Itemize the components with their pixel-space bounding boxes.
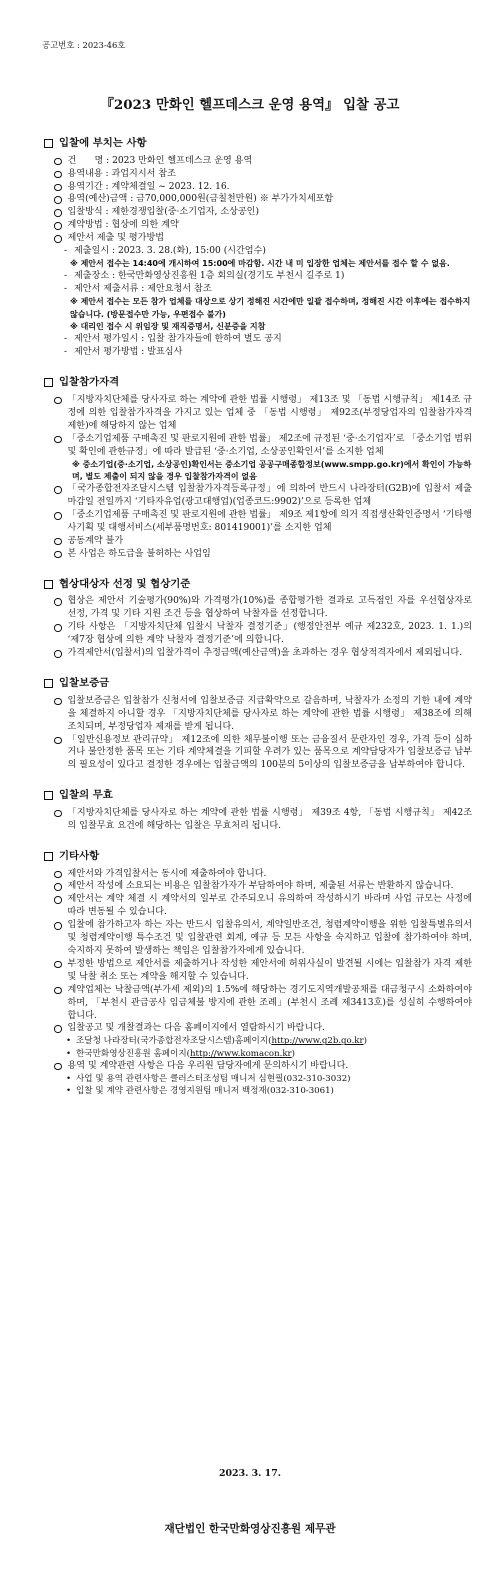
circle-bullet-icon <box>54 538 62 546</box>
list-item: 건 명 : 2023 만화인 헬프데스크 운영 용역 <box>44 155 472 168</box>
circle-bullet-icon <box>54 650 62 658</box>
list-item: 「중소기업제품 구매촉진 및 판로지원에 관한 법률」 제2조에 규정된 ‘중·소기업자’로 「중소기업 범위 및 확인에 관한규정」에 따라 발급된 ‘중·소기업, 소상공인확인서’를 소지한 업체 <box>44 433 472 459</box>
list-item: 공동계약 불가 <box>44 535 472 548</box>
circle-bullet-icon <box>54 551 62 559</box>
square-bullet-icon <box>44 139 53 148</box>
list-item: 입찰공고 및 개찰결과는 다음 홈페이지에서 열람하시기 바랍니다. <box>44 1022 472 1035</box>
list-item: 「지방자치단체를 당사자로 하는 계약에 관한 법률 시행령」 제13조 및 「동법 시행규칙」 제14조 규정에 의한 입찰참가자격을 가지고 있는 업체 중 「동법 시행령」 제92조(부정당업자의 입찰참가자격제한)에 해당하지 않는 업체 <box>44 394 472 433</box>
sub-item: - 제출일시 : 2023. 3. 28.(화), 15:00 (시간엄수) <box>64 246 266 257</box>
list-item: 입찰방식 : 제한경쟁입찰(중·소기업자, 소상공인) <box>44 206 472 219</box>
sub-item: - 제안서 제출서류 : 제안요청서 참조 <box>64 284 212 295</box>
section-qualification <box>44 375 472 561</box>
circle-bullet-icon <box>54 196 62 204</box>
circle-bullet-icon <box>54 184 62 192</box>
list-item: 제안서 작성에 소요되는 비용은 입찰참가자가 부담하여야 하며, 제출된 서류는 반환하지 않습니다. <box>44 880 472 893</box>
list-item: 제안서와 가격입찰서는 동시에 제출하여야 합니다. <box>44 868 472 881</box>
circle-bullet-icon <box>54 810 62 818</box>
circle-bullet-icon <box>54 961 62 969</box>
dot-bullet-icon: • <box>66 1085 72 1096</box>
bullet-item: • 사업 및 용역 관련사항은 클러스터조성팀 매니저 심현필(032-310-3032) <box>66 1073 351 1084</box>
circle-bullet-icon <box>54 486 62 494</box>
sub-item: - 제출장소 : 한국만화영상진흥원 1층 회의실(경기도 부천시 길주로 1) <box>64 271 345 282</box>
section-heading: 입찰에 부치는 사항 <box>44 136 472 151</box>
note: ※ 제안서 접수는 모든 참가 업체를 대상으로 상기 정해진 시간에만 일괄 접수하며, 정해진 시간 이후에는 접수하지 않습니다. (방문접수만 가능, 우편접수 불가) <box>70 297 471 319</box>
circle-bullet-icon <box>54 922 62 930</box>
circle-bullet-icon <box>54 883 62 891</box>
list-item: 「중소기업제품 구매촉진 및 판로지원에 관한 법률」 제9조 제1항에 의거 직접생산확인증명서 ‘기타행사기획 및 대행서비스(세부품명번호: 801419001)’를 소지한 업체 <box>44 509 472 535</box>
circle-bullet-icon <box>54 737 62 745</box>
circle-bullet-icon <box>54 987 62 995</box>
circle-bullet-icon <box>54 1025 62 1033</box>
notice-date: 2023. 3. 17. <box>219 1468 281 1479</box>
circle-bullet-icon <box>54 1063 62 1071</box>
list-item: 제안서 제출 및 평가방법 <box>44 232 472 245</box>
notice-number: 공고번호 : 2023-46호 <box>42 40 126 50</box>
list-item: 용역 및 계약관련 사항은 다음 우리원 담당자에게 문의하시기 바랍니다. <box>44 1060 472 1073</box>
note: ※ 제안서 접수는 14:40에 개시하여 15:00에 마감함. 시간 내 미 입장한 업체는 제안서를 접수 할 수 없음. <box>70 259 450 269</box>
circle-bullet-icon <box>54 436 62 444</box>
list-item: 협상은 제안서 기술평가(90%)와 가격평가(10%)를 종합평가한 결과로 고득점인 자를 우선협상자로 선정, 가격 및 기타 지원 조건 등을 협상하여 낙찰자를 선정합니다. <box>44 595 472 621</box>
square-bullet-icon <box>44 580 53 589</box>
komacon-link[interactable]: http://www.komacon.kr <box>190 1048 292 1059</box>
list-item: 부정한 방법으로 제안서를 제출하거나 작성한 제안서에 허위사실이 발견될 시에는 입찰참가 자격 제한 및 낙찰 취소 또는 계약을 해지할 수 있습니다. <box>44 958 472 984</box>
list-item: 입찰보증금은 입찰참가 신청서에 입찰보증금 지급확약으로 갈음하며, 낙찰자가 소정의 기한 내에 계약을 체결하지 아니할 경우 「지방자치단체를 당사자로 하는 계약에 관한 법률 시행령」 제38조에 의해 조치되며, 부정당업자 제재를 받게 됩니다. <box>44 695 472 734</box>
sub-item: - 제안서 평가일시 : 입찰 참가자들에 한하여 별도 공지 <box>64 334 282 345</box>
bullet-item: • 조달청 나라장터(국가종합전자조달시스템)홈페이지(http://www.g2b.go.kr) <box>66 1036 367 1047</box>
issuer-name: 재단법인 한국만화영상진흥원 제무관 <box>164 1523 336 1535</box>
square-bullet-icon <box>44 852 53 861</box>
notice-body <box>44 136 472 1097</box>
list-item: 제안서는 계약 체결 시 계약서의 일부로 간주되오니 유의하여 작성하시기 바라며 사업 규모는 사정에 따라 변동될 수 있습니다. <box>44 893 472 919</box>
circle-bullet-icon <box>54 698 62 706</box>
sub-item: - 제안서 평가방법 : 발표심사 <box>64 347 183 358</box>
section-heading: 입찰참가자격 <box>44 375 472 390</box>
square-bullet-icon <box>44 679 53 688</box>
section-invalidity <box>44 788 472 833</box>
section-heading: 협상대상자 선정 및 협상기준 <box>44 577 472 592</box>
bullet-item: • 입찰 및 계약 관련사항은 경영지원팀 매니저 백정재(032-310-3061) <box>66 1085 334 1096</box>
note: ※ 중소기업(중·소기업, 소상공인)확인서는 중소기업 공공구매종합정보(www.smpp.go.kr)에서 확인이 가능하며, 별도 제출이 되지 않을 경우 입찰참가자격이 없음 <box>72 459 472 481</box>
circle-bullet-icon <box>54 158 62 166</box>
circle-bullet-icon <box>54 235 62 243</box>
circle-bullet-icon <box>54 871 62 879</box>
section-negotiation <box>44 577 472 660</box>
list-item: 용역내용 : 과업지시서 참조 <box>44 168 472 181</box>
circle-bullet-icon <box>54 896 62 904</box>
section-heading: 기타사항 <box>44 849 472 864</box>
list-item: 용역기간 : 계약체결일 ~ 2023. 12. 16. <box>44 181 472 194</box>
circle-bullet-icon <box>54 512 62 520</box>
list-item: 「국가종합전자조달시스템 입찰참가자격등록규정」에 의하여 반드시 나라장터(G2B)에 입찰서 제출 마감일 전일까지 ‘기타자유업(광고대행업)(업종코드:9902)’으로 등록한 업체 <box>44 483 472 509</box>
notice-title: 『2023 만화인 헬프데스크 운영 용역』 입찰 공고 <box>100 97 400 113</box>
circle-bullet-icon <box>54 171 62 179</box>
list-item: 「일반신용정보 관리규약」 제12조에 의한 채무불이행 또는 금융질서 문란자인 경우, 가격 등이 심하거나 불안정한 품목 또는 기타 계약체결을 기피할 우려가 있는 품목으로 계약담당자가 입찰보증금 납부의 필요성이 있다고 결정한 경우에는 입찰금액의 100분의 5이상의 입찰보증금을 납부하여야 합니다. <box>44 734 472 773</box>
bullet-item: • 한국만화영상진흥원 홈페이지(http://www.komacon.kr) <box>66 1048 296 1059</box>
note: ※ 대리인 접수 시 위임장 및 재직증명서, 신분증을 지참 <box>70 322 266 331</box>
square-bullet-icon <box>44 378 53 387</box>
list-item: 입찰에 참가하고자 하는 자는 반드시 입찰유의서, 계약일반조건, 청렴계약이행을 위한 입찰특별유의서 및 청렴계약이행 특수조건 및 입찰관련 회계, 예규 등 모든 사항을 숙지하고 입찰에 참가하여야 하며, 숙지하지 못하여 발생하는 책임은 입찰참가자에게 있습니다. <box>44 919 472 958</box>
circle-bullet-icon <box>54 598 62 606</box>
list-item: 「지방자치단체를 당사자로 하는 계약에 관한 법률 시행령」 제39조 4항, 「동법 시행규칙」 제42조의 입찰무효 요건에 해당하는 입찰은 무효처리 됩니다. <box>44 807 472 833</box>
circle-bullet-icon <box>54 222 62 230</box>
g2b-link[interactable]: http://www.g2b.go.kr <box>271 1036 364 1047</box>
dot-bullet-icon: • <box>66 1036 72 1047</box>
circle-bullet-icon <box>54 624 62 632</box>
section-heading: 입찰의 무효 <box>44 788 472 803</box>
dot-bullet-icon: • <box>66 1073 72 1084</box>
list-item: 계약방법 : 협상에 의한 계약 <box>44 219 472 232</box>
dot-bullet-icon: • <box>66 1048 72 1059</box>
list-item: 용역(예산)금액 : 금70,000,000원(금칠천만원) ※ 부가가치세포함 <box>44 193 472 206</box>
section-heading: 입찰보증금 <box>44 676 472 691</box>
circle-bullet-icon <box>54 209 62 217</box>
section-deposit <box>44 676 472 772</box>
section-misc <box>44 849 472 1097</box>
circle-bullet-icon <box>54 397 62 405</box>
square-bullet-icon <box>44 791 53 800</box>
list-item: 기타 사항은 「지방자치단체 입찰시 낙찰자 결정기준」(행정안전부 예규 제232호, 2023. 1. 1.)의 ‘제7장 협상에 의한 계약 낙찰자 결정기준’에 의합니다. <box>44 621 472 647</box>
section-bid-items <box>44 136 472 359</box>
list-item: 계약업체는 낙찰금액(부가세 제외)의 1.5%에 해당하는 경기도지역개발공채를 대금청구시 소화하여야 하며, 「부천시 관급공사 임금체불 방지에 관한 조례」(부천시 조례 제3413호)를 성실히 수행하여야 합니다. <box>44 984 472 1023</box>
list-item: 본 사업은 하도급을 불허하는 사업임 <box>44 548 472 561</box>
list-item: 가격제안서(입찰서)의 입찰가격이 추정금액(예산금액)을 초과하는 경우 협상적격자에서 제외됩니다. <box>44 647 472 660</box>
